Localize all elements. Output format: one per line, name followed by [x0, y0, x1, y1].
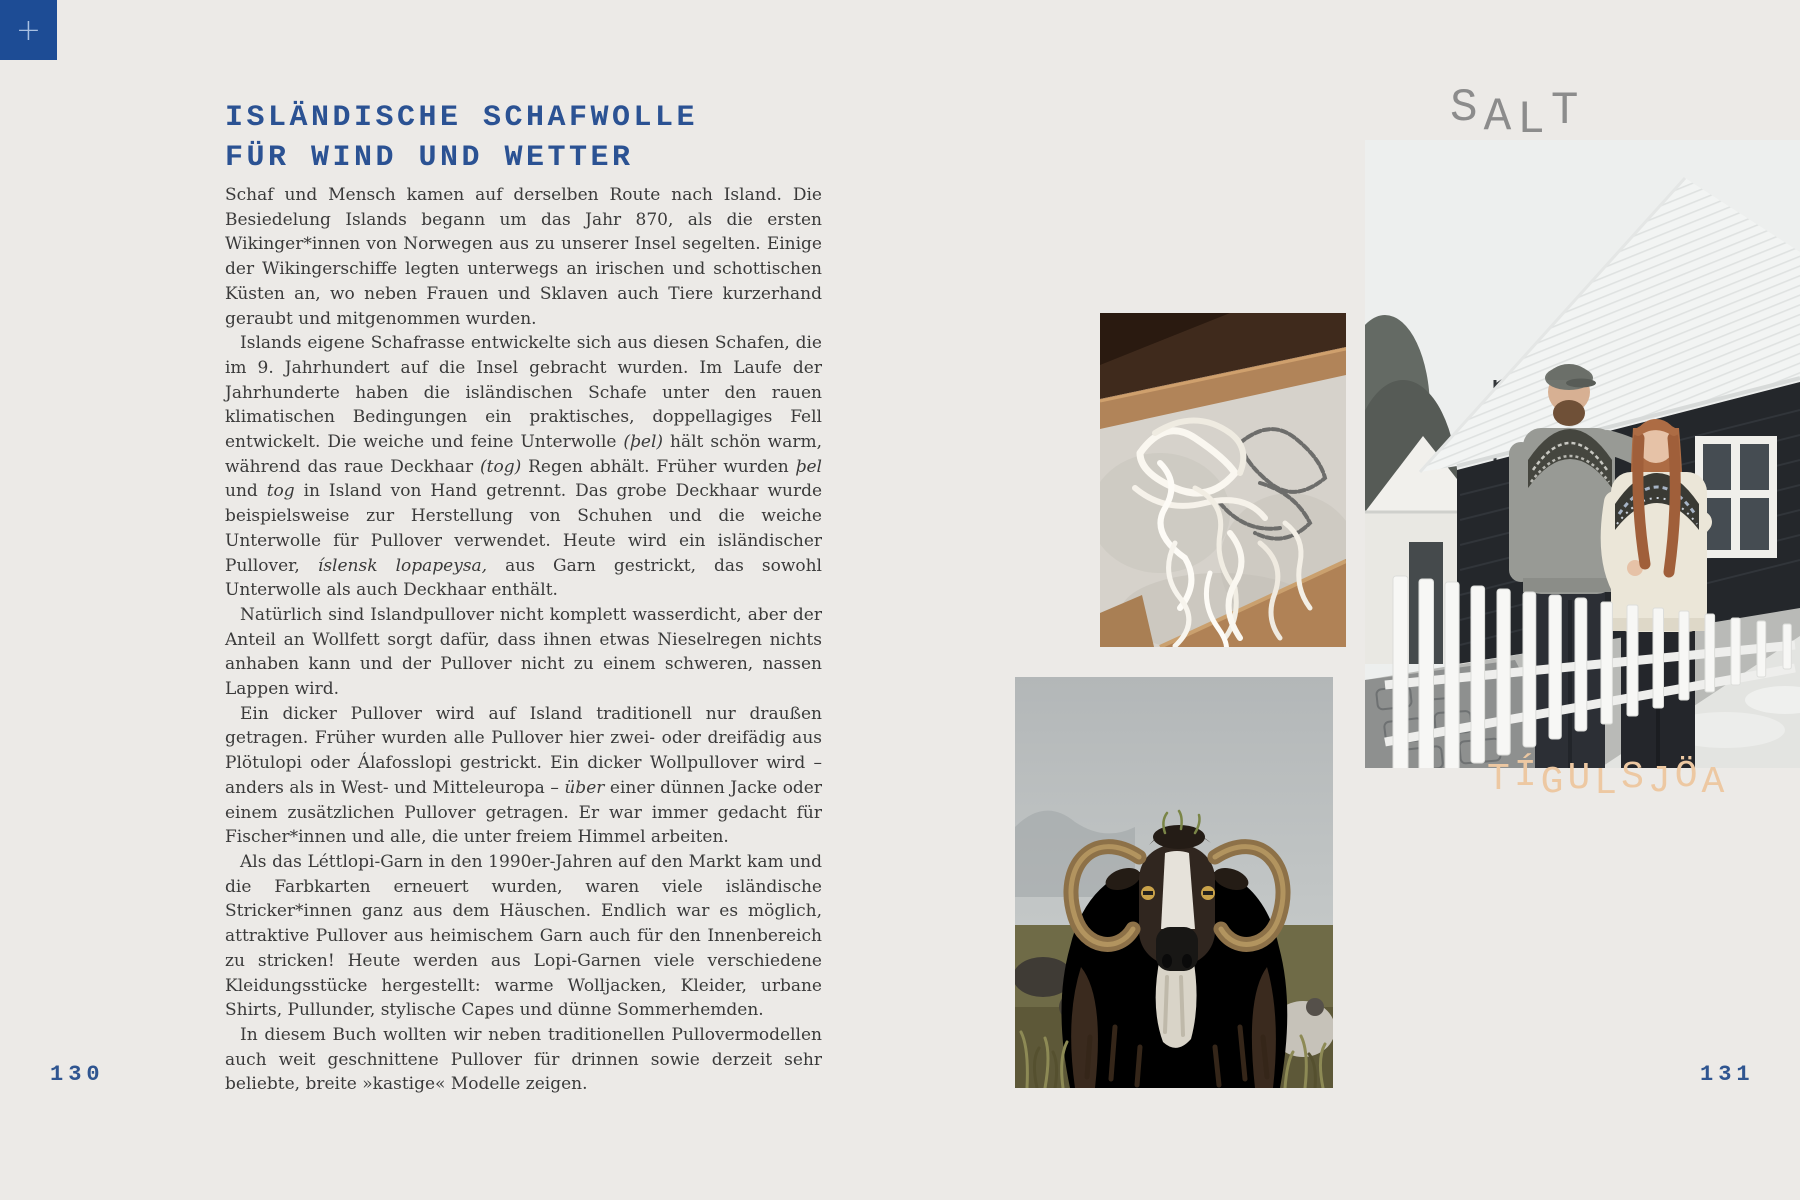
- overlay-title-salt: SALT: [1450, 82, 1585, 146]
- plus-icon: +: [15, 12, 42, 48]
- overlay-caption-tigulsjoa: TÍGULSJÖA: [1487, 754, 1729, 805]
- paragraph: In diesem Buch wollten wir neben traditionellen Pullovermodellen auch weit geschnittene Pullover für drinnen sowie derzeit sehr beliebte, breite »kastige« Modelle zeigen.: [225, 1024, 822, 1095]
- photo-wool-box: [1100, 313, 1346, 647]
- page-title-line1: ISLÄNDISCHE SCHAFWOLLE: [225, 101, 699, 135]
- paragraph: Schaf und Mensch kamen auf derselben Route nach Island. Die Besiedelung Islands begann um das Jahr 870, als die ersten Wikinger*innen von Norwegen aus zu unserer Insel segelten. Einige der Wikingerschiffe legten unterwegs an irischen und schottischen Küsten an, wo neben Frauen und Sklaven auch Tiere kurzerhand geraubt und mitgenommen wurden.: [225, 185, 822, 329]
- paragraph: Ein dicker Pullover wird auf Island traditionell nur draußen getragen. Früher wurden alle Pullover hier zwei- oder dreifädig aus Plötulopi oder Álafosslopi gestrickt. Ein dicker Wollpullover wird – anders als in West- und Mitteleuropa – über einer dünnen Jacke oder einem zusätzlichen Pullover getragen. Er war immer gedacht für Fischer*innen und alle, die unter freiem Himmel arbeiten.: [225, 703, 822, 848]
- paragraph: Natürlich sind Islandpullover nicht komplett wasserdicht, aber der Anteil an Wollfett sorgt dafür, dass ihnen etwas Nieselregen nichts anhaben kann und der Pullover nicht zu einem schweren, nassen Lappen wird.: [225, 604, 822, 700]
- page-number-left: 130: [50, 1062, 105, 1087]
- zoom-plus-button[interactable]: [0, 0, 57, 60]
- body-text: [225, 183, 822, 1097]
- page-title-line2: FÜR WIND UND WETTER: [225, 141, 634, 175]
- paragraph: Als das Léttlopi-Garn in den 1990er-Jahren auf den Markt kam und die Farbkarten erneuert wurden, waren viele isländische Stricker*innen ganz aus dem Häuschen. Endlich war es möglich, attraktive Pullover aus heimischem Garn auch für den Innenbereich zu stricken! Heute werden aus Lopi-Garnen viele verschiedene Kleidungsstücke hergestellt: warme Wolljacken, Kleider, urbane Shirts, Pullunder, stylische Capes und dünne Sommerhemden.: [225, 851, 822, 1021]
- photo-ram: [1015, 677, 1333, 1088]
- paragraph: Islands eigene Schafrasse entwickelte sich aus diesen Schafen, die im 9. Jahrhundert auf die Insel gebracht wurden. Im Laufe der Jahrhunderte haben die isländischen Schafe unter den rauen klimatischen Bedingungen ein praktisches, doppellagiges Fell entwickelt. Die weiche und feine Unterwolle (þel) hält schön warm, während das raue Deckhaar (tog) Regen abhält. Früher wurden þel und tog in Island von Hand getrennt. Das grobe Deckhaar wurde beispielsweise zur Herstellung von Schuhen und die weiche Unterwolle für Pullover verwendet. Heute wird ein isländischer Pullover, íslensk lopapeysa, aus Garn gestrickt, das sowohl Unterwolle als auch Deckhaar enthält.: [225, 333, 823, 601]
- page-number-right: 131: [1700, 1062, 1755, 1087]
- page-title: [225, 98, 698, 178]
- photo-couple-sweaters: [1365, 140, 1800, 768]
